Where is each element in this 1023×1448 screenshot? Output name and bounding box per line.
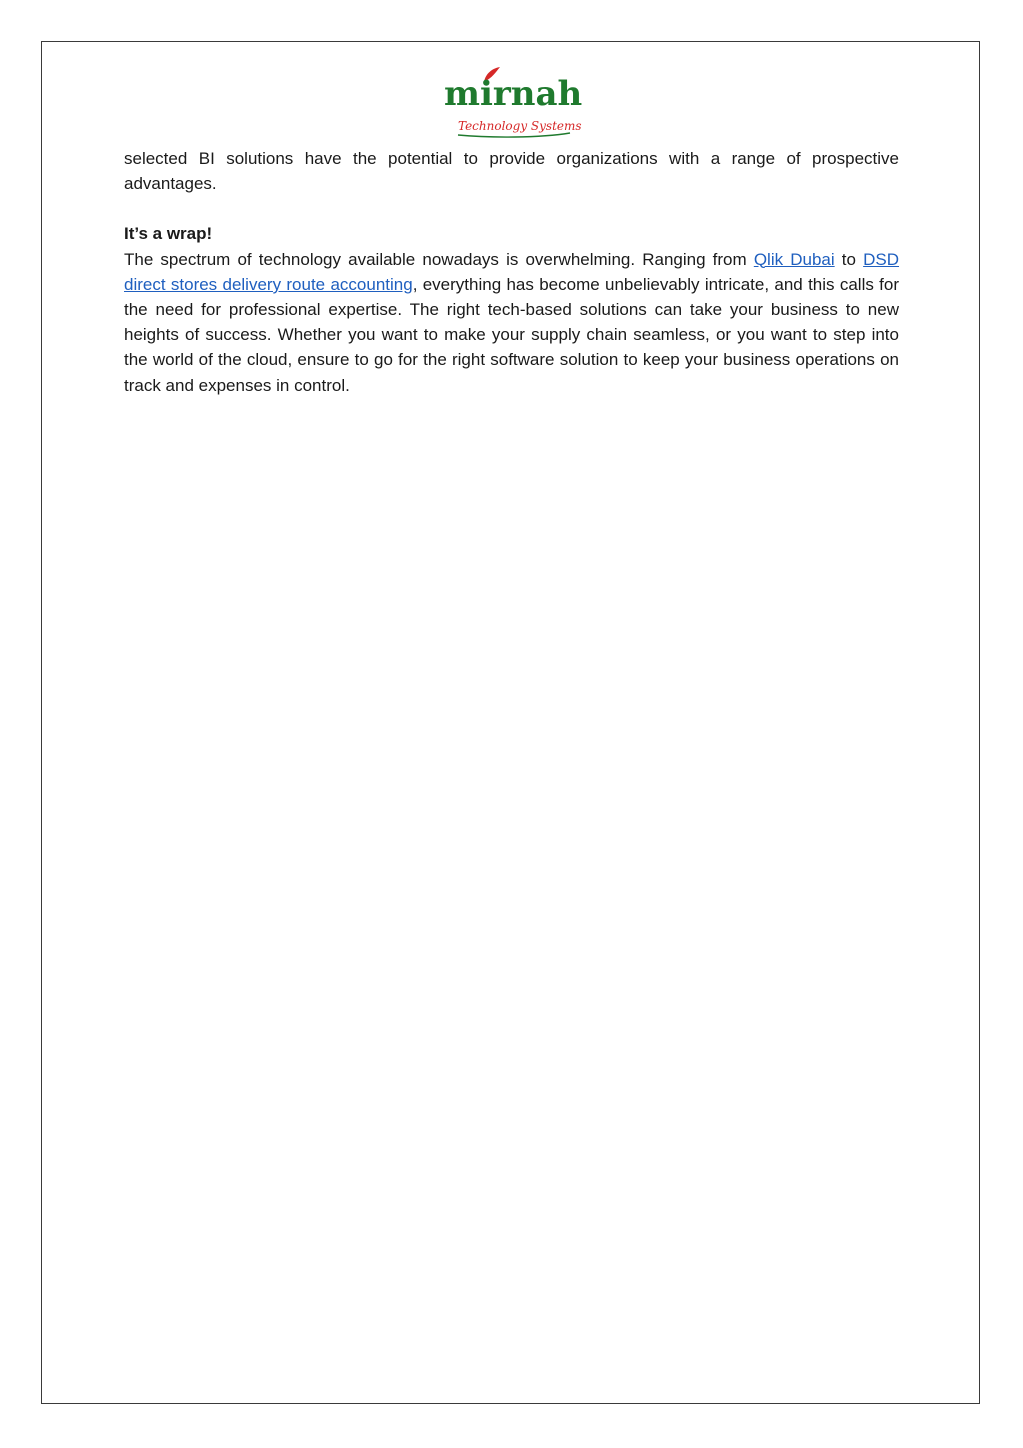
brand-logo [440,62,595,142]
logo-swash-icon [458,133,570,137]
paragraph-text-2: to [834,249,864,269]
qlik-dubai-link[interactable]: Qlik Dubai [753,249,835,269]
closing-paragraph [124,247,899,398]
dsd-route-accounting-link[interactable]: DSD direct stores delivery route accounting [124,249,900,294]
mirnah-logo-icon [440,62,595,142]
paragraph-text-3: , everything has become unbelievably intricate, and this calls for the need for professional expertise. The right tech-based solutions can take your business to new heights of success. Whether you want to make your supply chain seamless, or you want to step into the world of the cloud, ensure to go for the right software solution to keep your business operations on track and expenses in control. [124,274,900,395]
logo-wordmark: mirnah [444,74,583,114]
intro-paragraph: selected BI solutions have the potential to provide organizations with a range of prospective advantages. [124,149,899,194]
document-body [124,146,899,398]
paragraph-text-1: The spectrum of technology available nowadays is overwhelming. Ranging from [124,249,754,269]
logo-tagline: Technology Systems [458,119,582,133]
section-heading: It’s a wrap! [124,224,213,244]
paragraph-spacer [124,196,899,221]
